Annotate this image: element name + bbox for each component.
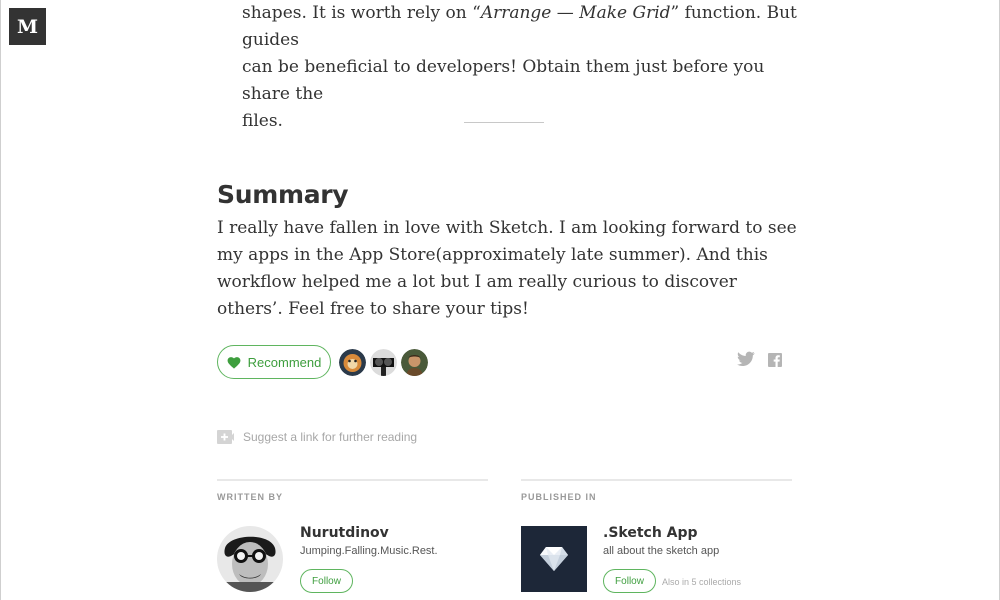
author-avatar[interactable] (217, 526, 283, 592)
logo-letter: M (16, 15, 39, 38)
author-divider (217, 479, 488, 481)
section-heading: Summary (217, 180, 349, 209)
twitter-icon[interactable] (737, 351, 755, 367)
recommender-avatar-3[interactable] (401, 349, 428, 376)
recommender-avatar-1[interactable] (339, 349, 366, 376)
publication-description: all about the sketch app (603, 545, 720, 557)
medium-logo[interactable] (9, 8, 46, 45)
text-segment: ” function. But guides (242, 3, 797, 50)
recommender-avatars (339, 349, 428, 376)
published-in-label: PUBLISHED IN (521, 492, 597, 502)
facebook-icon[interactable] (768, 353, 782, 367)
publication-logo[interactable] (521, 526, 587, 592)
recommender-avatar-2[interactable] (370, 349, 397, 376)
article-paragraph (242, 0, 802, 135)
paragraph-line (242, 0, 802, 54)
heart-icon (227, 356, 241, 369)
paragraph-line: can be beneficial to developers! Obtain them just before you share the (242, 57, 765, 104)
suggest-link[interactable] (217, 430, 417, 444)
follow-publication-button[interactable]: Follow (603, 569, 656, 593)
section-divider (464, 122, 544, 123)
recommend-button[interactable] (217, 345, 331, 379)
add-link-icon (217, 430, 234, 444)
follow-author-button[interactable]: Follow (300, 569, 353, 593)
publication-name[interactable]: .Sketch App (603, 525, 698, 541)
publication-divider (521, 479, 792, 481)
text-segment: shapes. It is worth rely on “ (242, 3, 481, 23)
italic-text: Arrange — Make Grid (480, 3, 671, 23)
suggest-label: Suggest a link for further reading (243, 430, 418, 444)
summary-paragraph: I really have fallen in love with Sketch. I am looking forward to see my apps in the App Store(approximately late summer). And this workflow helped me a lot but I am really curious to discover others’. Feel free to share your tips! (217, 218, 797, 319)
recommend-label: Recommend (247, 354, 322, 370)
collections-count[interactable]: Also in 5 collections (662, 577, 742, 587)
paragraph-line: files. (242, 111, 283, 131)
author-name[interactable]: Nurutdinov (300, 525, 389, 541)
author-bio: Jumping.Falling.Music.Rest. (300, 545, 438, 557)
written-by-label: WRITTEN BY (217, 492, 283, 502)
sketch-diamond-icon (540, 546, 568, 572)
author-photo (217, 526, 283, 592)
